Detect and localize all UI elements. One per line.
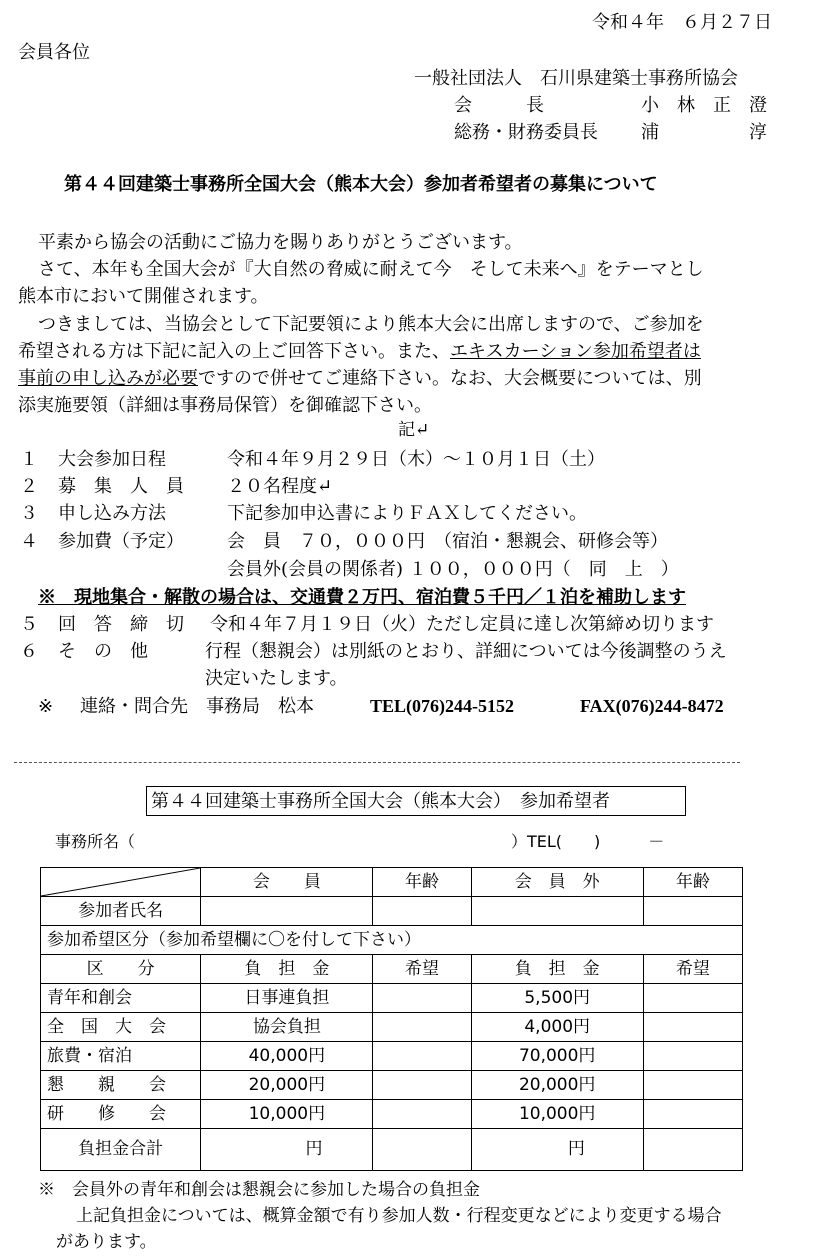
table-row [41,1071,743,1100]
paragraph-3-line3-text: ですので併せてご連絡下さい。なお、大会概要については、別 [198,368,702,389]
paragraph-3-line1: つきましては、当協会として下記要領により熊本大会に出席しますので、ご参加を [38,314,704,335]
item-1-value: 令和４年９月２９日（木）～１０月１日（土） [227,449,605,470]
addressee: 会員各位 [18,42,90,63]
member-fee-cell: 日事連負担 [201,984,373,1013]
item-3-label: 申し込み方法 [58,503,166,524]
sub-head-category: 区 分 [41,955,201,984]
paragraph-3-line2 [18,341,701,363]
member-age-field[interactable] [373,897,471,926]
participant-name-label: 参加者氏名 [41,897,201,926]
item-4-value-2: 会員外(会員の関係者) １００，０００円（ 同 上 ） [227,559,679,580]
sender1-name: 小 林 正 澄 [641,95,767,116]
sub-head-member-fee: 負 担 金 [201,955,373,984]
total-row [41,1129,743,1171]
paragraph-2-line2: 熊本市において開催されます。 [18,286,269,307]
sub-head-member-wish: 希望 [373,955,471,984]
item-6-label: そ の 他 [58,641,148,662]
table-row [41,1013,743,1042]
tel-label: ）TEL( ) － [511,832,665,851]
category-cell: 全 国 大 会 [41,1013,201,1042]
total-member-wish [373,1129,471,1171]
nonmember-fee-cell: 5,500円 [471,984,643,1013]
item-2-number: ２ [20,476,38,497]
head-member-age: 年齢 [373,868,471,897]
contact-label: 連絡・問合先 事務局 松本 [80,696,314,717]
head-nonmember-age: 年齢 [643,868,742,897]
paragraph-3-line4: 添実施要領（詳細は事務局保管）を御確認下さい。 [18,395,432,416]
contact-mark: ※ [38,696,54,717]
paragraph-3-line3 [18,368,702,390]
footnote-nonmember: ※ 会員外の青年和創会は懇親会に参加した場合の負担金 [38,1180,480,1200]
table-row [41,1100,743,1129]
member-wish-field[interactable] [373,984,471,1013]
sender-organization: 一般社団法人 石川県建築士事務所協会 [414,68,738,89]
subsidy-notice: ※ 現地集合・解散の場合は、交通費２万円、宿泊費５千円／１泊を補助します [38,587,686,608]
item-1-number: １ [20,449,38,470]
item-4-label: 参加費（予定） [58,531,184,552]
contact-fax: FAX(076)244-8472 [580,696,724,716]
table-row [41,984,743,1013]
head-nonmember: 会 員 外 [471,868,643,897]
member-wish-field[interactable] [373,1042,471,1071]
item-5-label: 回 答 締 切 [58,614,184,635]
paragraph-2-line1: さて、本年も全国大会が『大自然の脅威に耐えて今 そして未来へ』をテーマとし [38,259,704,280]
diagonal-cell [41,868,201,897]
sub-head-nonmember-wish: 希望 [643,955,742,984]
excursion-notice-underlined: エキスカーション参加希望者は [450,341,701,362]
nonmember-wish-field[interactable] [643,1042,742,1071]
paragraph-3-line2-text: 希望される方は下記に記入の上ご回答下さい。また、 [18,341,450,362]
office-name-label: 事務所名（ [55,832,136,851]
item-2-label: 募 集 人 員 [58,476,184,497]
sender1-title: 会 長 [454,95,544,116]
participation-category-label: 参加希望区分（参加希望欄に〇を付して下さい） [41,926,743,955]
table-row [41,1042,743,1071]
diagonal-line [41,868,200,896]
total-member-field[interactable]: 円 [201,1129,373,1171]
item-3-value: 下記参加申込書によりＦＡＸしてください。 [227,503,587,524]
head-member: 会 員 [201,868,373,897]
nonmember-fee-cell: 4,000円 [471,1013,643,1042]
category-cell: 旅費・宿泊 [41,1042,201,1071]
category-cell: 青年和創会 [41,984,201,1013]
total-nonmember-wish [643,1129,742,1171]
item-6-number: ６ [20,641,38,662]
document-date: 令和４年 ６月２７日 [592,12,772,33]
item-4-value: 会 員 ７０，０００円 （宿泊・懇親会、研修会等） [227,531,668,552]
table-row [41,897,743,926]
nonmember-name-field[interactable] [471,897,643,926]
item-5-number: ５ [20,614,38,635]
sender2-name: 浦 淳 [641,122,767,143]
contact-tel: TEL(076)244-5152 [370,696,514,716]
document-title: 第４４回建築士事務所全国大会（熊本大会）参加者希望者の募集について [64,174,658,195]
category-cell: 研 修 会 [41,1100,201,1129]
ki-heading: 記↵ [398,420,430,440]
footnote-fee-line2: があります。 [56,1232,157,1252]
table-header-row [41,868,743,897]
nonmember-age-field[interactable] [643,897,742,926]
member-name-field[interactable] [201,897,373,926]
section-row [41,926,743,955]
nonmember-wish-field[interactable] [643,1013,742,1042]
sub-header-row [41,955,743,984]
nonmember-wish-field[interactable] [643,1071,742,1100]
form-title-box: 第４４回建築士事務所全国大会（熊本大会） 参加希望者 [146,786,686,816]
category-cell: 懇 親 会 [41,1071,201,1100]
footnote-fee-line1: 上記負担金については、概算金額で有り参加人数・行程変更などにより変更する場合 [76,1206,722,1226]
application-form-table [40,867,743,1171]
member-wish-field[interactable] [373,1100,471,1129]
item-6-value: 行程（懇親会）は別紙のとおり、詳細については今後調整のうえ [205,641,727,662]
item-5-value: 令和４年７月１９日（火）ただし定員に達し次第締め切ります [210,614,714,635]
cut-line [14,762,740,763]
nonmember-wish-field[interactable] [643,1100,742,1129]
item-2-value: ２０名程度↵ [227,476,333,497]
nonmember-fee-cell: 20,000円 [471,1071,643,1100]
nonmember-fee-cell: 70,000円 [471,1042,643,1071]
total-label: 負担金合計 [41,1129,201,1171]
member-wish-field[interactable] [373,1071,471,1100]
member-fee-cell: 10,000円 [201,1100,373,1129]
member-fee-cell: 40,000円 [201,1042,373,1071]
nonmember-fee-cell: 10,000円 [471,1100,643,1129]
paragraph-1: 平素から協会の活動にご協力を賜りありがとうございます。 [38,232,523,253]
pre-registration-underlined: 事前の申し込みが必要 [18,368,198,389]
total-nonmember-field[interactable]: 円 [471,1129,643,1171]
sender2-title: 総務・財務委員長 [454,122,598,143]
member-fee-cell: 20,000円 [201,1071,373,1100]
item-1-label: 大会参加日程 [58,449,166,470]
sub-head-nonmember-fee: 負 担 金 [471,955,643,984]
item-6-value-2: 決定いたします。 [205,668,348,689]
member-wish-field[interactable] [373,1013,471,1042]
item-4-number: ４ [20,531,38,552]
member-fee-cell: 協会負担 [201,1013,373,1042]
item-3-number: ３ [20,503,38,524]
nonmember-wish-field[interactable] [643,984,742,1013]
